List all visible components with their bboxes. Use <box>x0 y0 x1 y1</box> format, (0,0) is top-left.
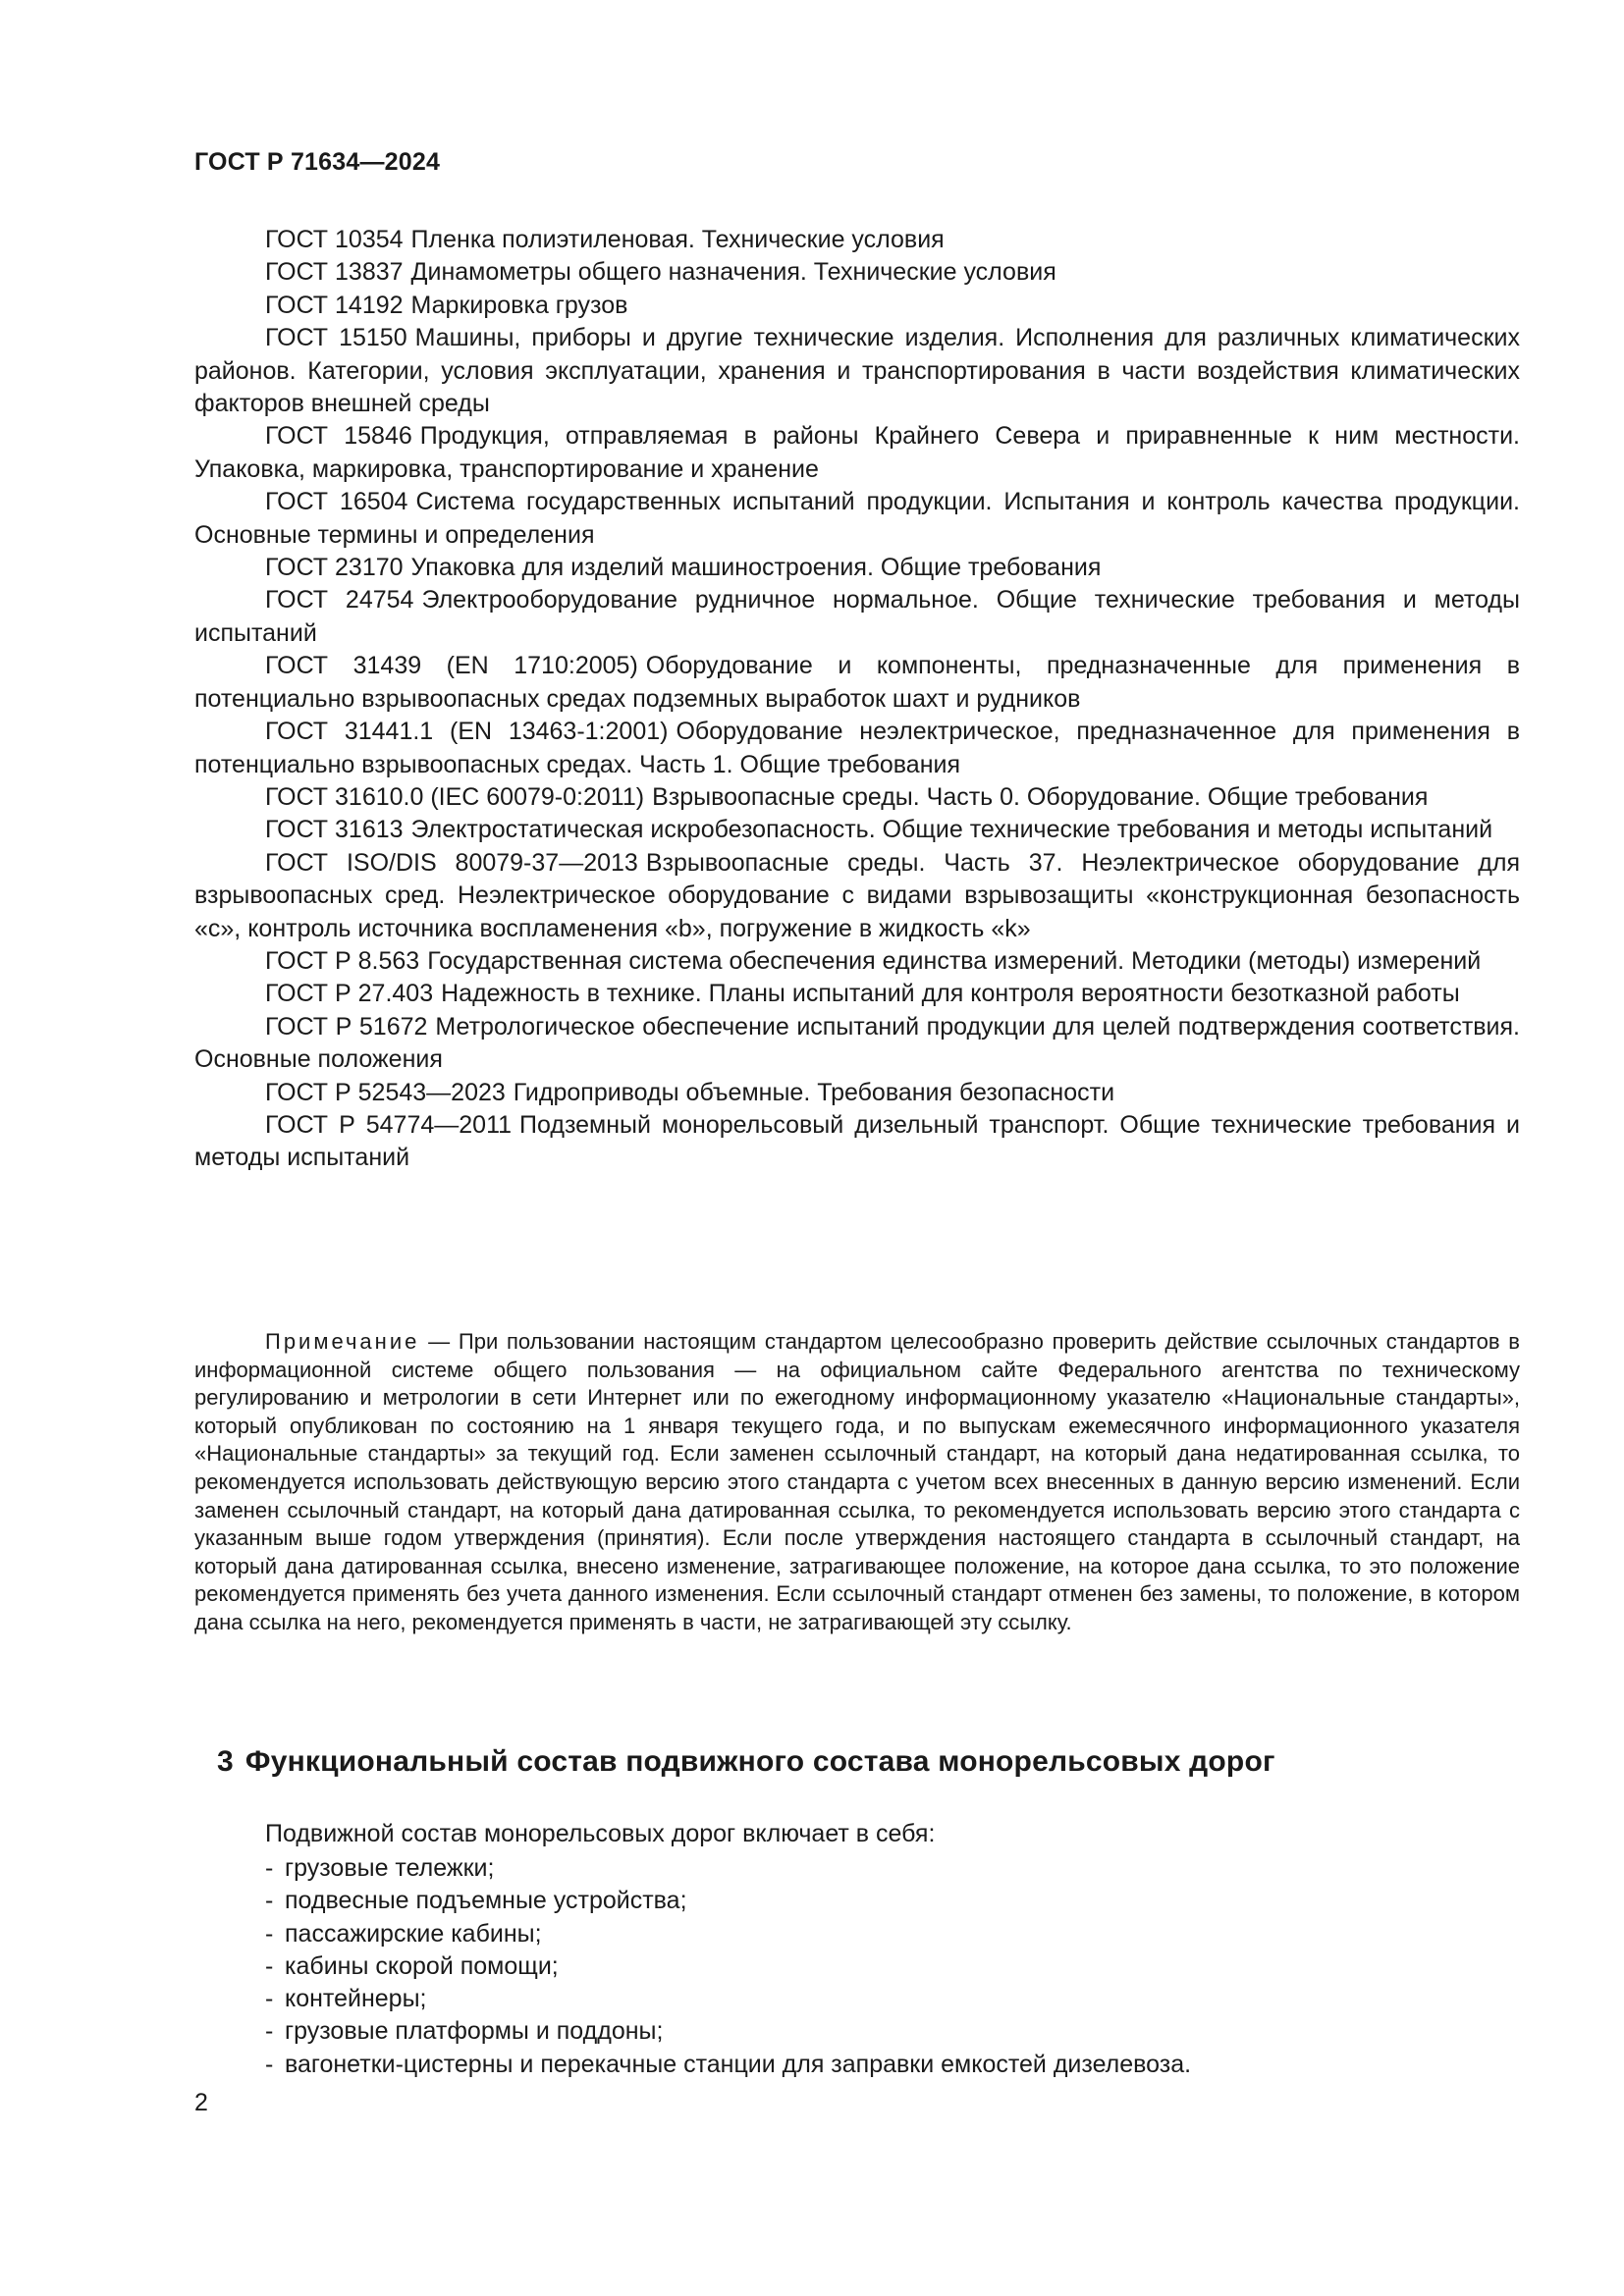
reference-title: Машины, приборы и другие технические изделия. Исполнения для различных климатических районов. Категории, условия эксплуатации, хранения и транспортирования в части воздействия климатических факторов внешней среды <box>194 324 1520 418</box>
list-item: - грузовые платформы и поддоны; <box>265 2015 1191 2048</box>
reference-code: ГОСТ Р 52543—2023 <box>265 1078 506 1106</box>
reference-item <box>194 1077 1520 1109</box>
reference-code: ГОСТ Р 51672 <box>265 1012 428 1041</box>
list-item: - контейнеры; <box>265 1983 1191 2015</box>
reference-item <box>194 978 1520 1010</box>
normative-references <box>194 224 1520 1175</box>
reference-title: Система государственных испытаний продукции. Испытания и контроль качества продукции. Основные термины и определения <box>194 488 1520 549</box>
reference-item <box>194 1011 1520 1077</box>
reference-code: ГОСТ Р 54774—2011 <box>265 1110 513 1139</box>
reference-title: Пленка полиэтиленовая. Технические условия <box>410 226 945 253</box>
reference-title: Оборудование неэлектрическое, предназначенное для применения в потенциально взрывоопасных средах. Часть 1. Общие требования <box>194 718 1520 778</box>
reference-title: Упаковка для изделий машиностроения. Общие требования <box>410 554 1102 582</box>
reference-code: ГОСТ 10354 <box>265 226 404 253</box>
reference-code: ГОСТ 31613 <box>265 816 404 844</box>
reference-item <box>194 552 1520 584</box>
reference-item <box>194 781 1520 814</box>
rolling-stock-list <box>265 1852 1191 2081</box>
section-intro: Подвижной состав монорельсовых дорог включает в себя: <box>265 1820 936 1847</box>
note-text: — При пользовании настоящим стандартом целесообразно проверить действие ссылочных стандартов в информационной системе общего пользования — на официальном сайте Федерального агентства по техническому регулированию и метрологии в сети Интернет или по ежегодному информационному указателю «Национальные стандарты», который опубликован по состоянию на 1 января текущего года, и по выпускам ежемесячного информационного указателя «Национальные стандарты» за текущий год. Если заменен ссылочный стандарт, на который дана недатированная ссылка, то рекомендуется использовать действующую версию этого стандарта с учетом всех внесенных в данную версию изменений. Если заменен ссылочный стандарт, на который дана датированная ссылка, то рекомендуется использовать версию этого стандарта с указанным выше годом утверждения (принятия). Если после утверждения настоящего стандарта в ссылочный стандарт, на который дана датированная ссылка, внесено изменение, затрагивающее положение, на которое дана ссылка, то это положение рекомендуется применять без учета данного изменения. Если ссылочный стандарт отменен без замены, то положение, в котором дана ссылка на него, рекомендуется применять в части, не затрагивающей эту ссылку. <box>194 1329 1520 1634</box>
reference-title: Электрооборудование рудничное нормальное. Общие технические требования и методы испытаний <box>194 586 1520 647</box>
reference-item <box>194 584 1520 650</box>
list-item: - подвесные подъемные устройства; <box>265 1885 1191 1917</box>
reference-code: ГОСТ 31439 (EN 1710:2005) <box>265 652 638 680</box>
reference-item <box>194 814 1520 846</box>
reference-title: Продукция, отправляемая в районы Крайнего Севера и приравненные к ним местности. Упаковка, маркировка, транспортирование и хранение <box>194 422 1521 483</box>
page-number: 2 <box>194 2089 208 2116</box>
reference-code: ГОСТ ISO/DIS 80079-37—2013 <box>265 848 638 877</box>
reference-title: Электростатическая искробезопасность. Общие технические требования и методы испытаний <box>410 816 1493 844</box>
reference-item <box>194 322 1520 420</box>
reference-title: Маркировка грузов <box>410 291 628 319</box>
reference-code: ГОСТ 14192 <box>265 291 404 319</box>
reference-item <box>194 945 1520 978</box>
reference-code: ГОСТ 15846 <box>265 422 412 451</box>
reference-code: ГОСТ Р 8.563 <box>265 946 420 975</box>
reference-code: ГОСТ Р 27.403 <box>265 980 434 1008</box>
note-label: Примечание <box>265 1329 420 1354</box>
reference-item <box>194 650 1520 716</box>
reference-code: ГОСТ 31441.1 (EN 13463-1:2001) <box>265 718 669 746</box>
references-note <box>194 1328 1520 1637</box>
reference-title: Надежность в технике. Планы испытаний для контроля вероятности безотказной работы <box>441 980 1460 1008</box>
section-number: 3 <box>217 1745 234 1778</box>
list-item: - пассажирские кабины; <box>265 1918 1191 1950</box>
reference-code: ГОСТ 23170 <box>265 554 404 582</box>
reference-code: ГОСТ 24754 <box>265 586 414 614</box>
reference-title: Метрологическое обеспечение испытаний продукции для целей подтверждения соответствия. Основные положения <box>194 1012 1520 1074</box>
reference-title: Подземный монорельсовый дизельный транспорт. Общие технические требования и методы испытаний <box>194 1110 1520 1172</box>
section-heading <box>217 1745 1275 1779</box>
reference-title: Оборудование и компоненты, предназначенные для применения в потенциально взрывоопасных средах подземных выработок шахт и рудников <box>194 652 1520 713</box>
reference-title: Взрывоопасные среды. Часть 37. Неэлектрическое оборудование для взрывоопасных сред. Неэлектрическое оборудование с видами взрывозащиты «конструкционная безопасность «c», контроль источника воспламенения «b», погружение в жидкость «k» <box>194 848 1520 942</box>
reference-item <box>194 486 1520 552</box>
reference-code: ГОСТ 15150 <box>265 324 407 352</box>
reference-item <box>194 847 1520 945</box>
reference-item <box>194 420 1520 486</box>
reference-item <box>194 716 1520 781</box>
reference-title: Динамометры общего назначения. Технические условия <box>410 258 1056 287</box>
reference-title: Взрывоопасные среды. Часть 0. Оборудование. Общие требования <box>652 782 1429 811</box>
reference-item <box>194 224 1520 256</box>
reference-code: ГОСТ 13837 <box>265 258 404 287</box>
document-header: ГОСТ Р 71634—2024 <box>194 148 441 176</box>
reference-item <box>194 256 1520 289</box>
section-title: Функциональный состав подвижного состава монорельсовых дорог <box>244 1745 1275 1778</box>
list-item: - кабины скорой помощи; <box>265 1950 1191 1983</box>
reference-code: ГОСТ 31610.0 (IEC 60079-0:2011) <box>265 782 645 811</box>
reference-title: Государственная система обеспечения единства измерений. Методики (методы) измерений <box>427 946 1482 975</box>
reference-item <box>194 290 1520 322</box>
list-item: - вагонетки-цистерны и перекачные станции для заправки емкостей дизелевоза. <box>265 2049 1191 2081</box>
reference-code: ГОСТ 16504 <box>265 488 408 516</box>
reference-item <box>194 1109 1520 1175</box>
list-item: - грузовые тележки; <box>265 1852 1191 1885</box>
reference-title: Гидроприводы объемные. Требования безопасности <box>513 1078 1115 1106</box>
